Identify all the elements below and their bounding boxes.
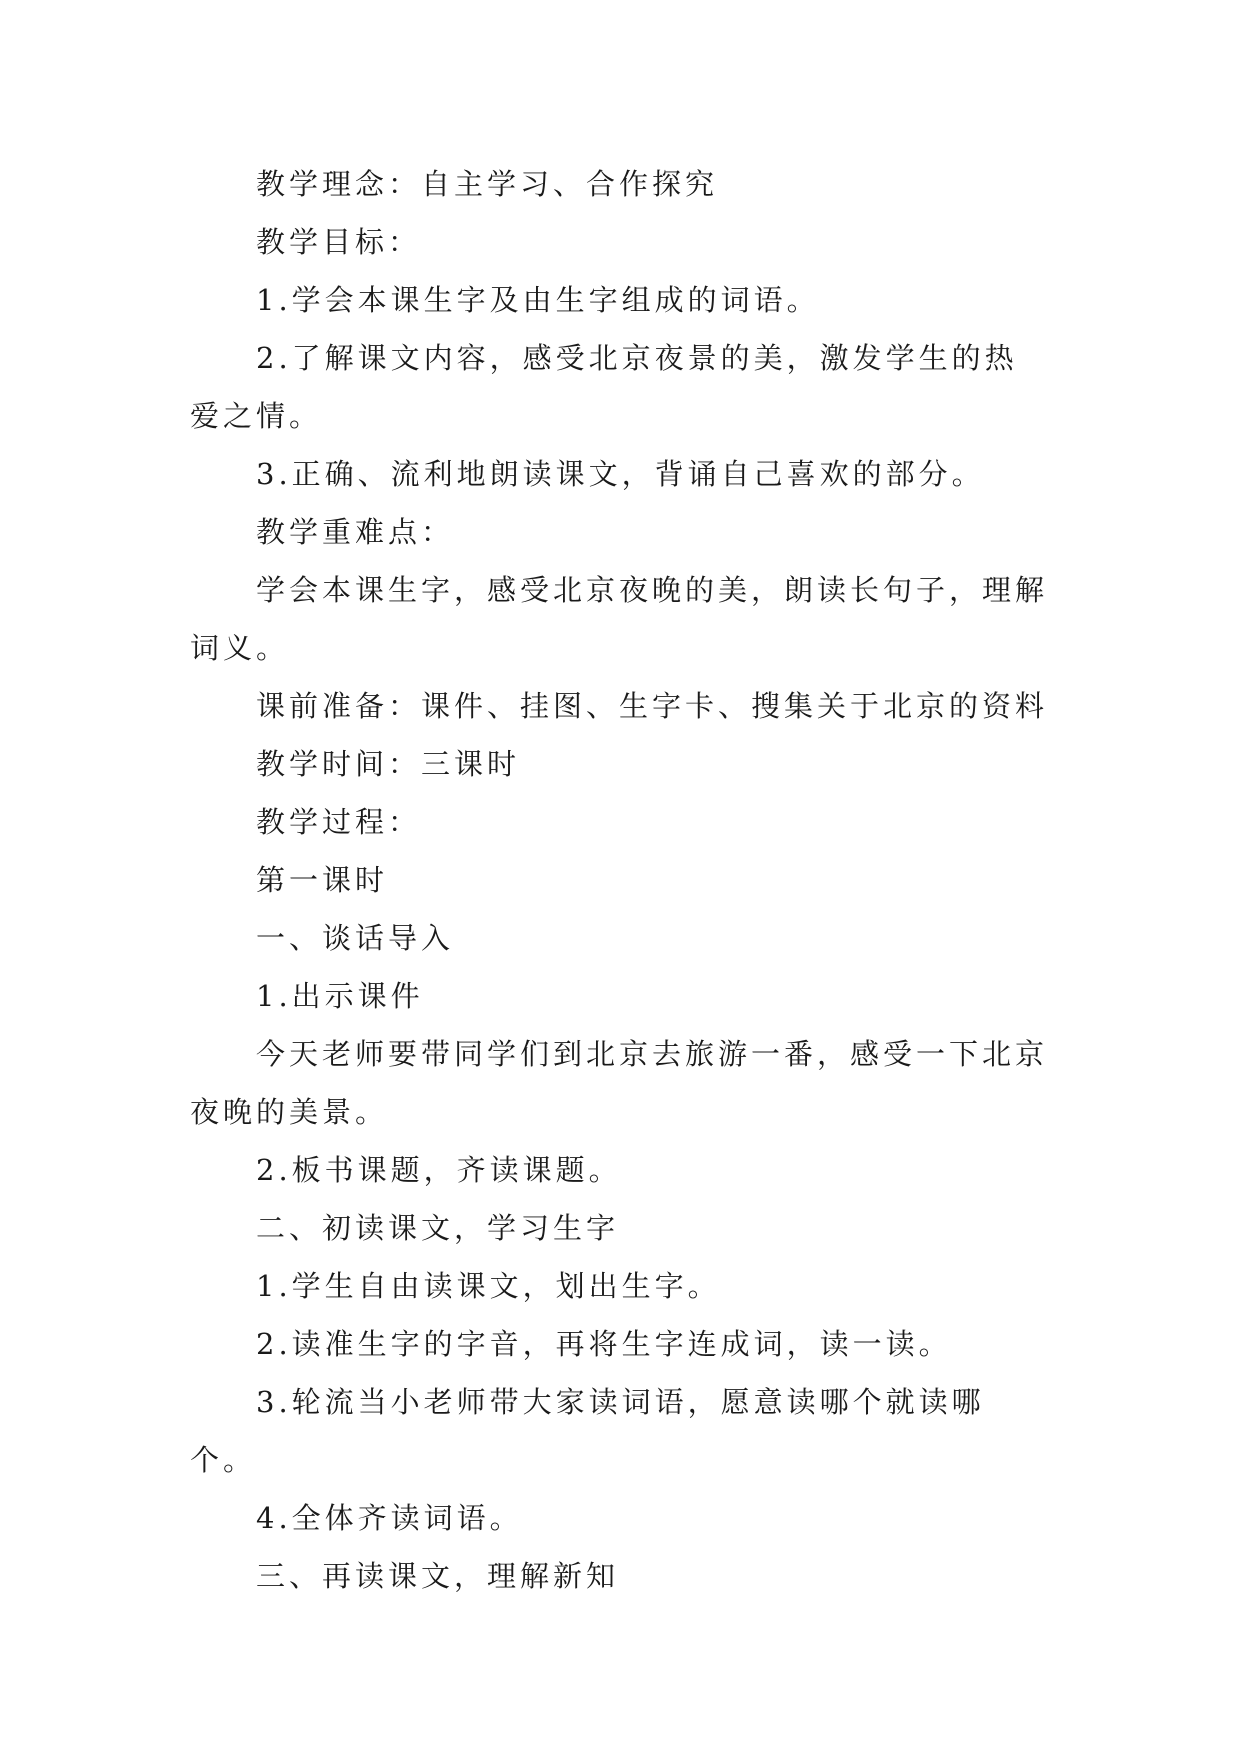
paragraph-goal-1: 1.学会本课生字及由生字组成的词语。: [256, 283, 820, 317]
paragraph-section-2: 二、初读课文，学习生字: [256, 1211, 620, 1245]
paragraph-intro-text: 今天老师要带同学们到北京去旅游一番，感受一下北京夜晚的美景。: [190, 1037, 1049, 1129]
paragraph-key-points: 学会本课生字，感受北京夜晚的美，朗读长句子，理解词义。: [190, 573, 1049, 665]
paragraph-step-2-3: 3.轮流当小老师带大家读词语，愿意读哪个就读哪个。: [190, 1385, 985, 1477]
paragraph-step-1-2: 2.板书课题，齐读课题。: [256, 1153, 622, 1187]
paragraph-goal-2: 2.了解课文内容，感受北京夜景的美，激发学生的热爱之情。: [190, 341, 1018, 433]
paragraph-goal-3: 3.正确、流利地朗读课文，背诵自己喜欢的部分。: [256, 457, 985, 491]
paragraph-teaching-time: 教学时间：三课时: [256, 747, 521, 781]
document-body: [190, 155, 1050, 1605]
paragraph-section-1: 一、谈话导入: [256, 921, 455, 955]
paragraph-step-2-1: 1.学生自由读课文，划出生字。: [256, 1269, 721, 1303]
paragraph-section-3: 三、再读课文，理解新知: [256, 1559, 620, 1593]
paragraph-step-2-4: 4.全体齐读词语。: [256, 1501, 523, 1535]
paragraph-teaching-goals-heading: 教学目标：: [256, 225, 422, 259]
paragraph-step-1-1: 1.出示课件: [256, 979, 424, 1013]
paragraph-step-2-2: 2.读准生字的字音，再将生字连成词，读一读。: [256, 1327, 952, 1361]
paragraph-key-points-heading: 教学重难点：: [256, 515, 455, 549]
paragraph-teaching-concept: 教学理念：自主学习、合作探究: [256, 167, 719, 201]
paragraph-preparation: 课前准备：课件、挂图、生字卡、搜集关于北京的资料: [256, 689, 1049, 723]
paragraph-process-heading: 教学过程：: [256, 805, 422, 839]
paragraph-lesson-one: 第一课时: [256, 863, 389, 897]
